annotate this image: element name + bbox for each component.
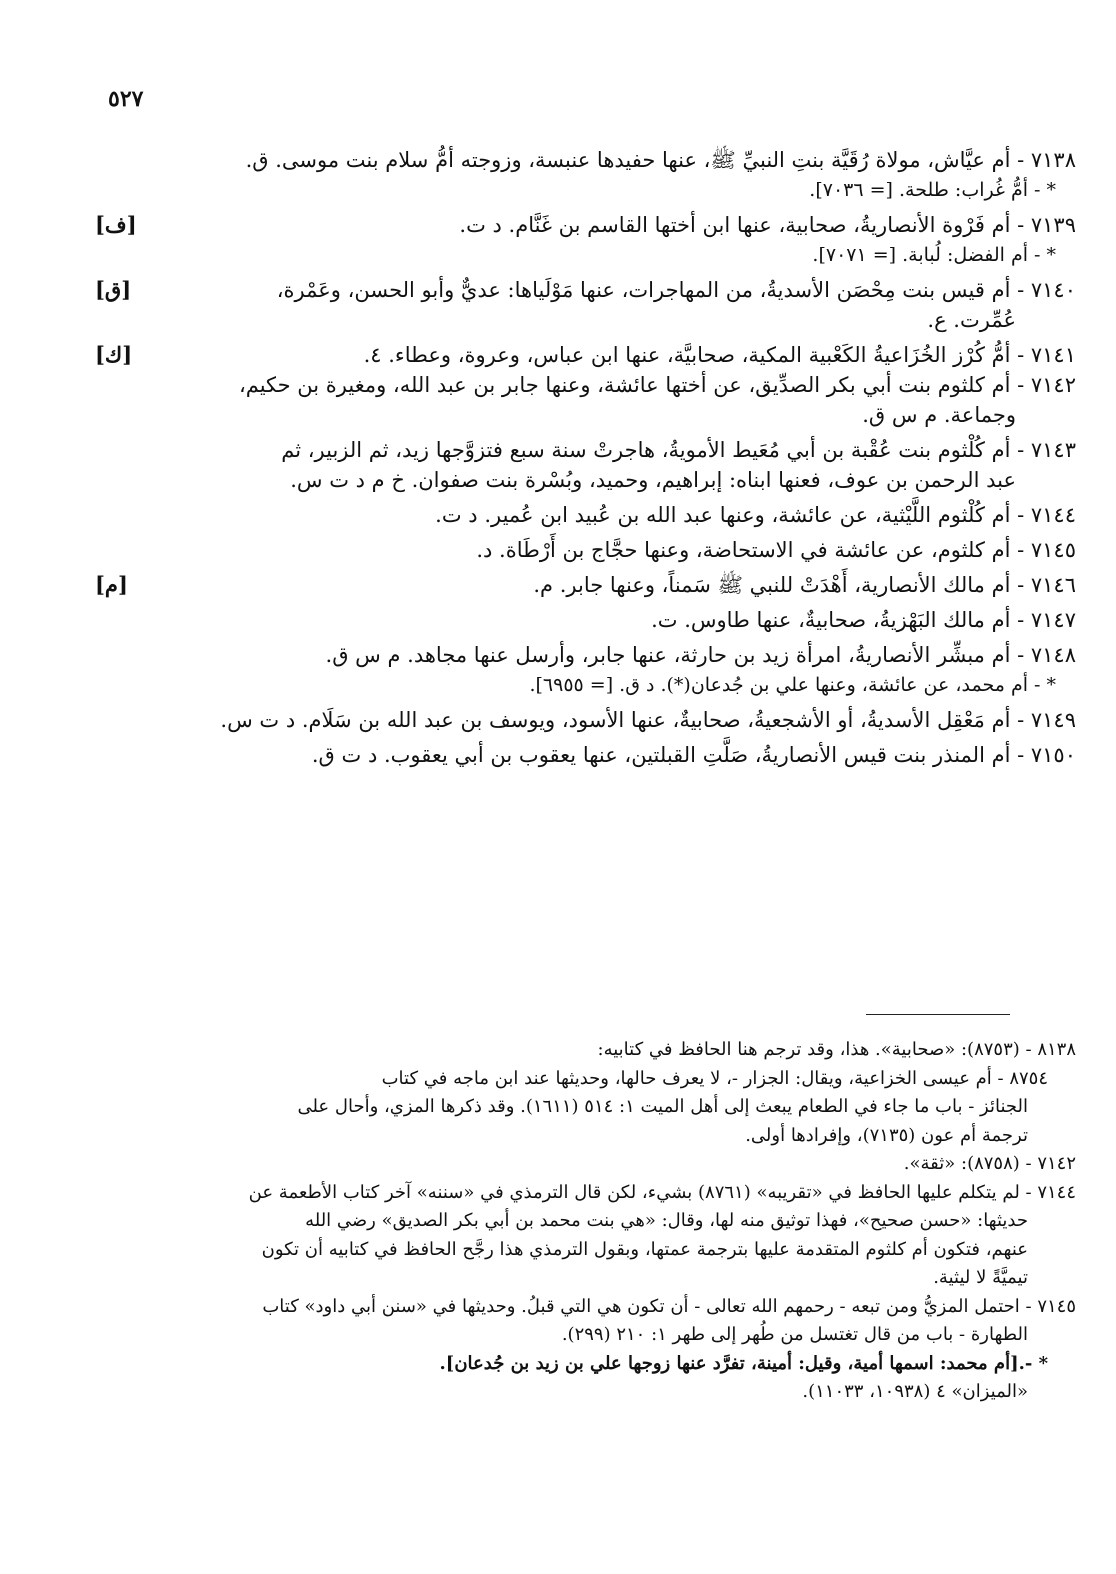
entry-7142: ٧١٤٢ - أم كلثوم بنت أبي بكر الصدِّيق، عن أختها عائشة، وعنها جابر بن عبد الله، ومغيرة بن حكيم، — [238, 373, 1076, 397]
entry-7150: ٧١٥٠ - أم المنذر بنت قيس الأنصاريةُ، صَلَّتِ القبلتين، عنها يعقوب بن أبي يعقوب. د ت ق. — [311, 743, 1076, 767]
footnote-line: «الميزان» ٤ (١٠٩٣٨، ١١٠٣٣). — [802, 1381, 1028, 1402]
footnote-line: ٨٧٥٤ - أم عيسى الخزاعية، ويقال: الجزار -، لا يعرف حالها، وحديثها عند ابن ماجه في كتاب — [381, 1067, 1048, 1089]
footnote-line: ٧١٤٤ - لم يتكلم عليها الحافظ في «تقريبه» (٨٧٦١) بشيء، لكن قال الترمذي في «سننه» آخر كتاب الأطعمة عن — [248, 1181, 1076, 1203]
footnote-line: ترجمة أم عون (٧١٣٥)، وإفرادها أولى. — [745, 1124, 1028, 1146]
main-entries — [95, 140, 1076, 770]
footnote-line: ٨١٣٨ - (٨٧٥٣): «صحابية». هذا، وقد ترجم هنا الحافظ في كتابيه: — [597, 1039, 1076, 1060]
margin-tag: [ق] — [95, 277, 132, 302]
page-number: ٥٢٧ — [108, 86, 144, 112]
entry-7145: ٧١٤٥ - أم كلثوم، عن عائشة في الاستحاضة، وعنها حجَّاج بن أَرْطَاة. د. — [476, 538, 1076, 562]
cross-reference: * - أم الفضل: لُبابة. [= ٧٠٧١]. — [812, 244, 1056, 266]
footnote-line: الطهارة - باب من قال تغتسل من طُهر إلى طهر ١: ٢١٠ (٢٩٩). — [561, 1324, 1028, 1345]
footnote-line: ٧١٤٢ - (٨٧٥٨): «ثقة». — [903, 1153, 1076, 1174]
entry-7139: ٧١٣٩ - أم فَرْوة الأنصاريةُ، صحابية، عنها ابن أختها القاسم بن غَنَّام. د ت. [ف] — [95, 210, 1076, 240]
footnote-line: الجنائز - باب ما جاء في الطعام يبعث إلى أهل الميت ١: ٥١٤ (١٦١١). وقد ذكرها المزي، وأحال على — [297, 1096, 1028, 1117]
footnote-line: عنهم، فتكون أم كلثوم المتقدمة عليها بترجمة عمتها، وبقول الترمذي هذا رجَّح الحافظ في كتابيه أن تكون — [261, 1238, 1028, 1260]
entry-7148: ٧١٤٨ - أم مبشِّر الأنصاريةُ، امرأة زيد بن حارثة، عنها جابر، وأرسل عنها مجاهد. م س ق. — [325, 643, 1076, 667]
margin-tag: [ك] — [95, 342, 133, 367]
entry-7147: ٧١٤٧ - أم مالك البَهْزيةُ، صحابيةٌ، عنها طاوس. ت. — [651, 608, 1076, 632]
entry-7144: ٧١٤٤ - أم كُلْثوم اللَّيْثية، عن عائشة، وعنها عبد الله بن عُبيد ابن عُمير. د ت. — [435, 503, 1076, 527]
entry-7140-cont: عُمِّرت. ع. — [927, 308, 1016, 332]
cross-reference: * - أمُّ غُراب: طلحة. [= ٧٠٣٦]. — [809, 179, 1056, 201]
footnotes — [95, 1036, 1076, 1407]
entry-7141: ٧١٤١ - أمُّ كُرْز الخُزَاعيةُ الكَعْبية المكية، صحابيَّة، عنها ابن عباس، وعروة، وعطاء. ٤. [ك] — [95, 340, 1076, 370]
entry-7142-cont: وجماعة. م س ق. — [862, 403, 1016, 427]
footnote-line: ٧١٤٥ - احتمل المزيُّ ومن تبعه - رحمهم الله تعالى - أن تكون هي التي قبلُ. وحديثها في «سنن أبي داود» كتاب — [262, 1295, 1076, 1317]
entry-7140: ٧١٤٠ - أم قيس بنت مِحْصَن الأسديةُ، من المهاجرات، عنها مَوْلَياها: عديٌّ وأبو الحسن، وعَمْرة، [ق] — [95, 275, 1076, 305]
margin-tag: [م] — [95, 572, 128, 597]
cross-reference: * - أم محمد، عن عائشة، وعنها علي بن جُدعان(*). د ق. [= ٦٩٥٥]. — [529, 674, 1056, 696]
footnote-line: * -.[أم محمد: اسمها أمية، وقيل: أمينة، تفرَّد عنها زوجها علي بن زيد بن جُدعان]. — [439, 1352, 1048, 1374]
entry-7143: ٧١٤٣ - أم كُلْثوم بنت عُقْبة بن أبي مُعَيط الأمويةُ، هاجرتْ سنة سبع فتزوَّجها زيد، ثم الزبير، ثم — [281, 438, 1076, 462]
entry-7146: ٧١٤٦ - أم مالك الأنصارية، أَهْدَتْ للنبي ﷺ سَمناً، وعنها جابر. م. [م] — [95, 570, 1076, 600]
footnote-line: حديثها: «حسن صحيح»، فهذا توثيق منه لها، وقال: «هي بنت محمد بن أبي بكر الصديق» رضي الله — [305, 1210, 1028, 1231]
footnote-divider — [866, 1014, 1010, 1015]
footnote-line: تيميَّةً لا ليثية. — [933, 1267, 1028, 1288]
margin-tag: [ف] — [95, 212, 137, 237]
entry-7138: ٧١٣٨ - أم عيَّاش، مولاة رُقَيَّة بنتِ النبيِّ ﷺ، عنها حفيدها عنبسة، وزوجته أمُّ سلام بنت موسى. ق. — [245, 148, 1076, 172]
entry-7143-cont: عبد الرحمن بن عوف، فعنها ابناه: إبراهيم، وحميد، وبُسْرة بنت صفوان. خ م د ت س. — [290, 468, 1016, 492]
entry-7149: ٧١٤٩ - أم مَعْقِل الأسديةُ، أو الأشجعيةُ، صحابيةٌ، عنها الأسود، ويوسف بن عبد الله بن سَلَام. د ت س. — [220, 708, 1076, 732]
